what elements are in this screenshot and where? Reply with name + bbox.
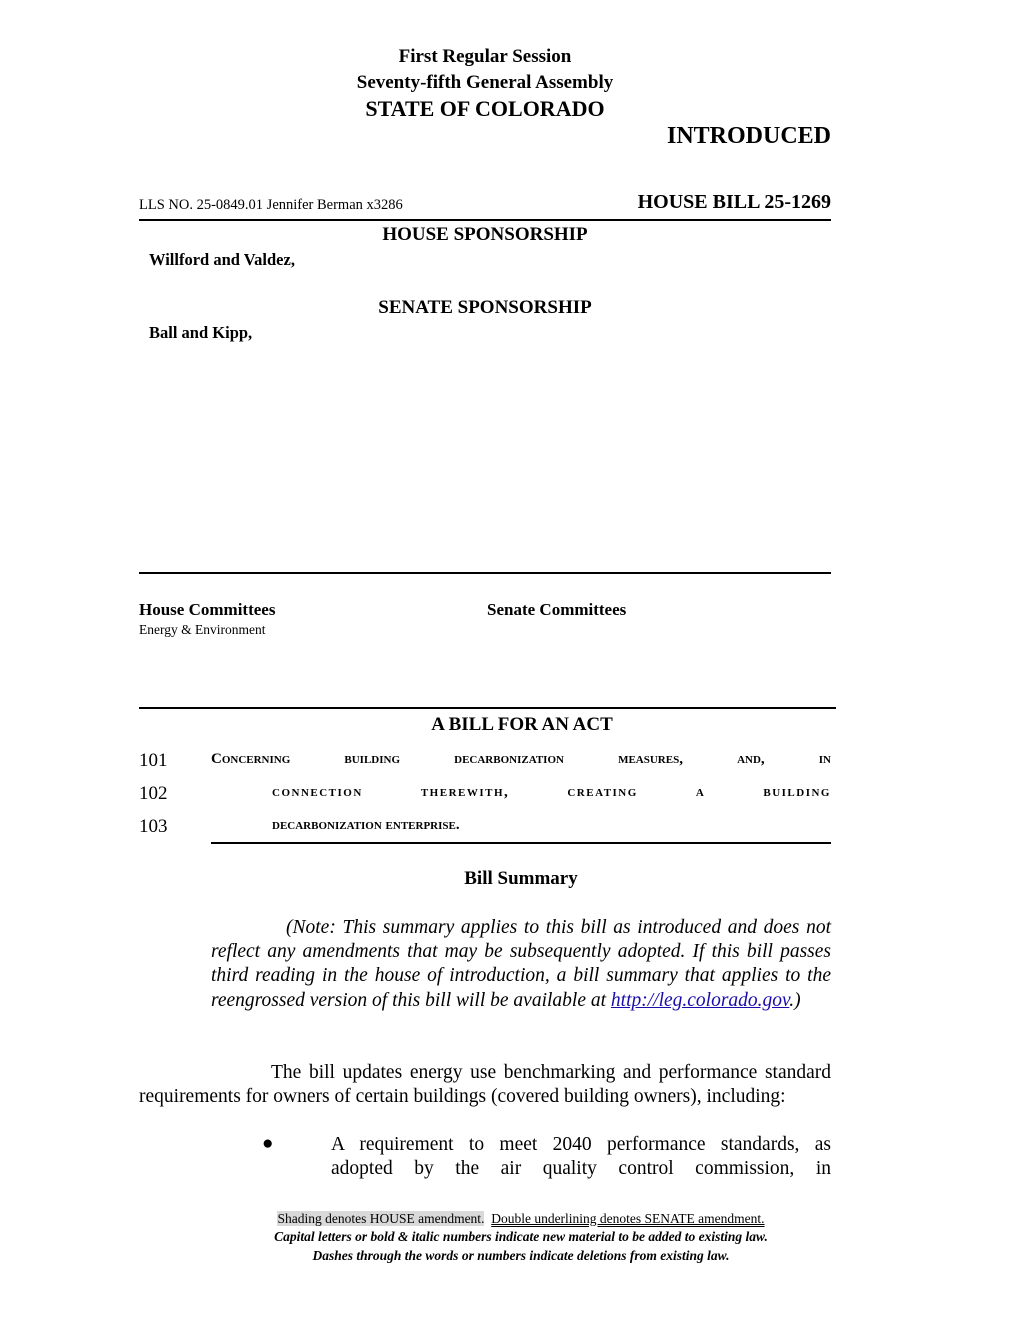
legislature-link[interactable]: http://leg.colorado.gov bbox=[610, 989, 790, 1011]
note-end: .) bbox=[789, 989, 801, 1011]
committee-divider bbox=[139, 572, 831, 574]
bullet-item bbox=[331, 1133, 831, 1181]
house-amendment-note: Shading denotes HOUSE amendment. bbox=[277, 1211, 485, 1226]
house-sponsors: Willford and Valdez, bbox=[149, 250, 295, 269]
summary-heading: Bill Summary bbox=[464, 868, 578, 889]
house-sponsorship-heading: HOUSE SPONSORSHIP bbox=[382, 224, 588, 245]
status-label: INTRODUCED bbox=[666, 123, 831, 149]
line-number: 102 bbox=[139, 783, 168, 804]
senate-amendment-note: Double underlining denotes SENATE amendment. bbox=[491, 1211, 765, 1226]
act-heading: A BILL FOR AN ACT bbox=[431, 714, 613, 735]
act-title-line: connection therewith, creating a building bbox=[272, 784, 831, 800]
footer-capital-note: Capital letters or bold & italic numbers indicate new material to be added to existing law. bbox=[274, 1229, 768, 1244]
senate-sponsorship-heading: SENATE SPONSORSHIP bbox=[378, 297, 592, 318]
footer-dashes-note: Dashes through the words or numbers indicate deletions from existing law. bbox=[312, 1248, 730, 1263]
summary-paragraph-text: The bill updates energy use benchmarking and performance standard requirements for owners of certain buildings (covered building owners), including: bbox=[139, 1062, 831, 1107]
act-title-line: decarbonization enterprise. bbox=[272, 817, 460, 833]
act-title-line: Concerning building decarbonization measures, and, in bbox=[211, 751, 831, 767]
bullet-line: adopted by the air quality control commission, in bbox=[331, 1158, 831, 1179]
line-number: 103 bbox=[139, 816, 168, 837]
bill-number: HOUSE BILL 25-1269 bbox=[637, 191, 831, 213]
session-header bbox=[0, 44, 970, 96]
lls-number: LLS NO. 25-0849.01 Jennifer Berman x3286 bbox=[139, 197, 403, 213]
summary-note bbox=[211, 916, 831, 1013]
footer-legend bbox=[0, 1211, 1024, 1227]
house-committee-item: Energy & Environment bbox=[139, 622, 266, 637]
session-title: First Regular Session bbox=[398, 46, 572, 67]
senate-sponsors: Ball and Kipp, bbox=[149, 323, 253, 342]
house-committees-heading: House Committees bbox=[139, 600, 276, 619]
line-number: 101 bbox=[139, 750, 168, 771]
bullet-icon: ● bbox=[262, 1133, 274, 1154]
bullet-line: A requirement to meet 2040 performance standards, as bbox=[331, 1134, 831, 1155]
summary-paragraph bbox=[139, 1061, 831, 1109]
state-title: STATE OF COLORADO bbox=[365, 96, 605, 121]
act-divider bbox=[139, 707, 836, 709]
title-underline bbox=[211, 842, 831, 844]
header-divider bbox=[139, 219, 831, 221]
senate-committees-heading: Senate Committees bbox=[487, 600, 627, 619]
assembly-title: Seventy-fifth General Assembly bbox=[356, 72, 614, 93]
note-text: (Note: This summary applies to this bill as introduced and does not reflect any amendments that may be subsequently adopted. If this bill passes third reading in the house of introduction, a bill summary that applies to the reengrossed version of this bill will be available at bbox=[211, 917, 831, 1011]
